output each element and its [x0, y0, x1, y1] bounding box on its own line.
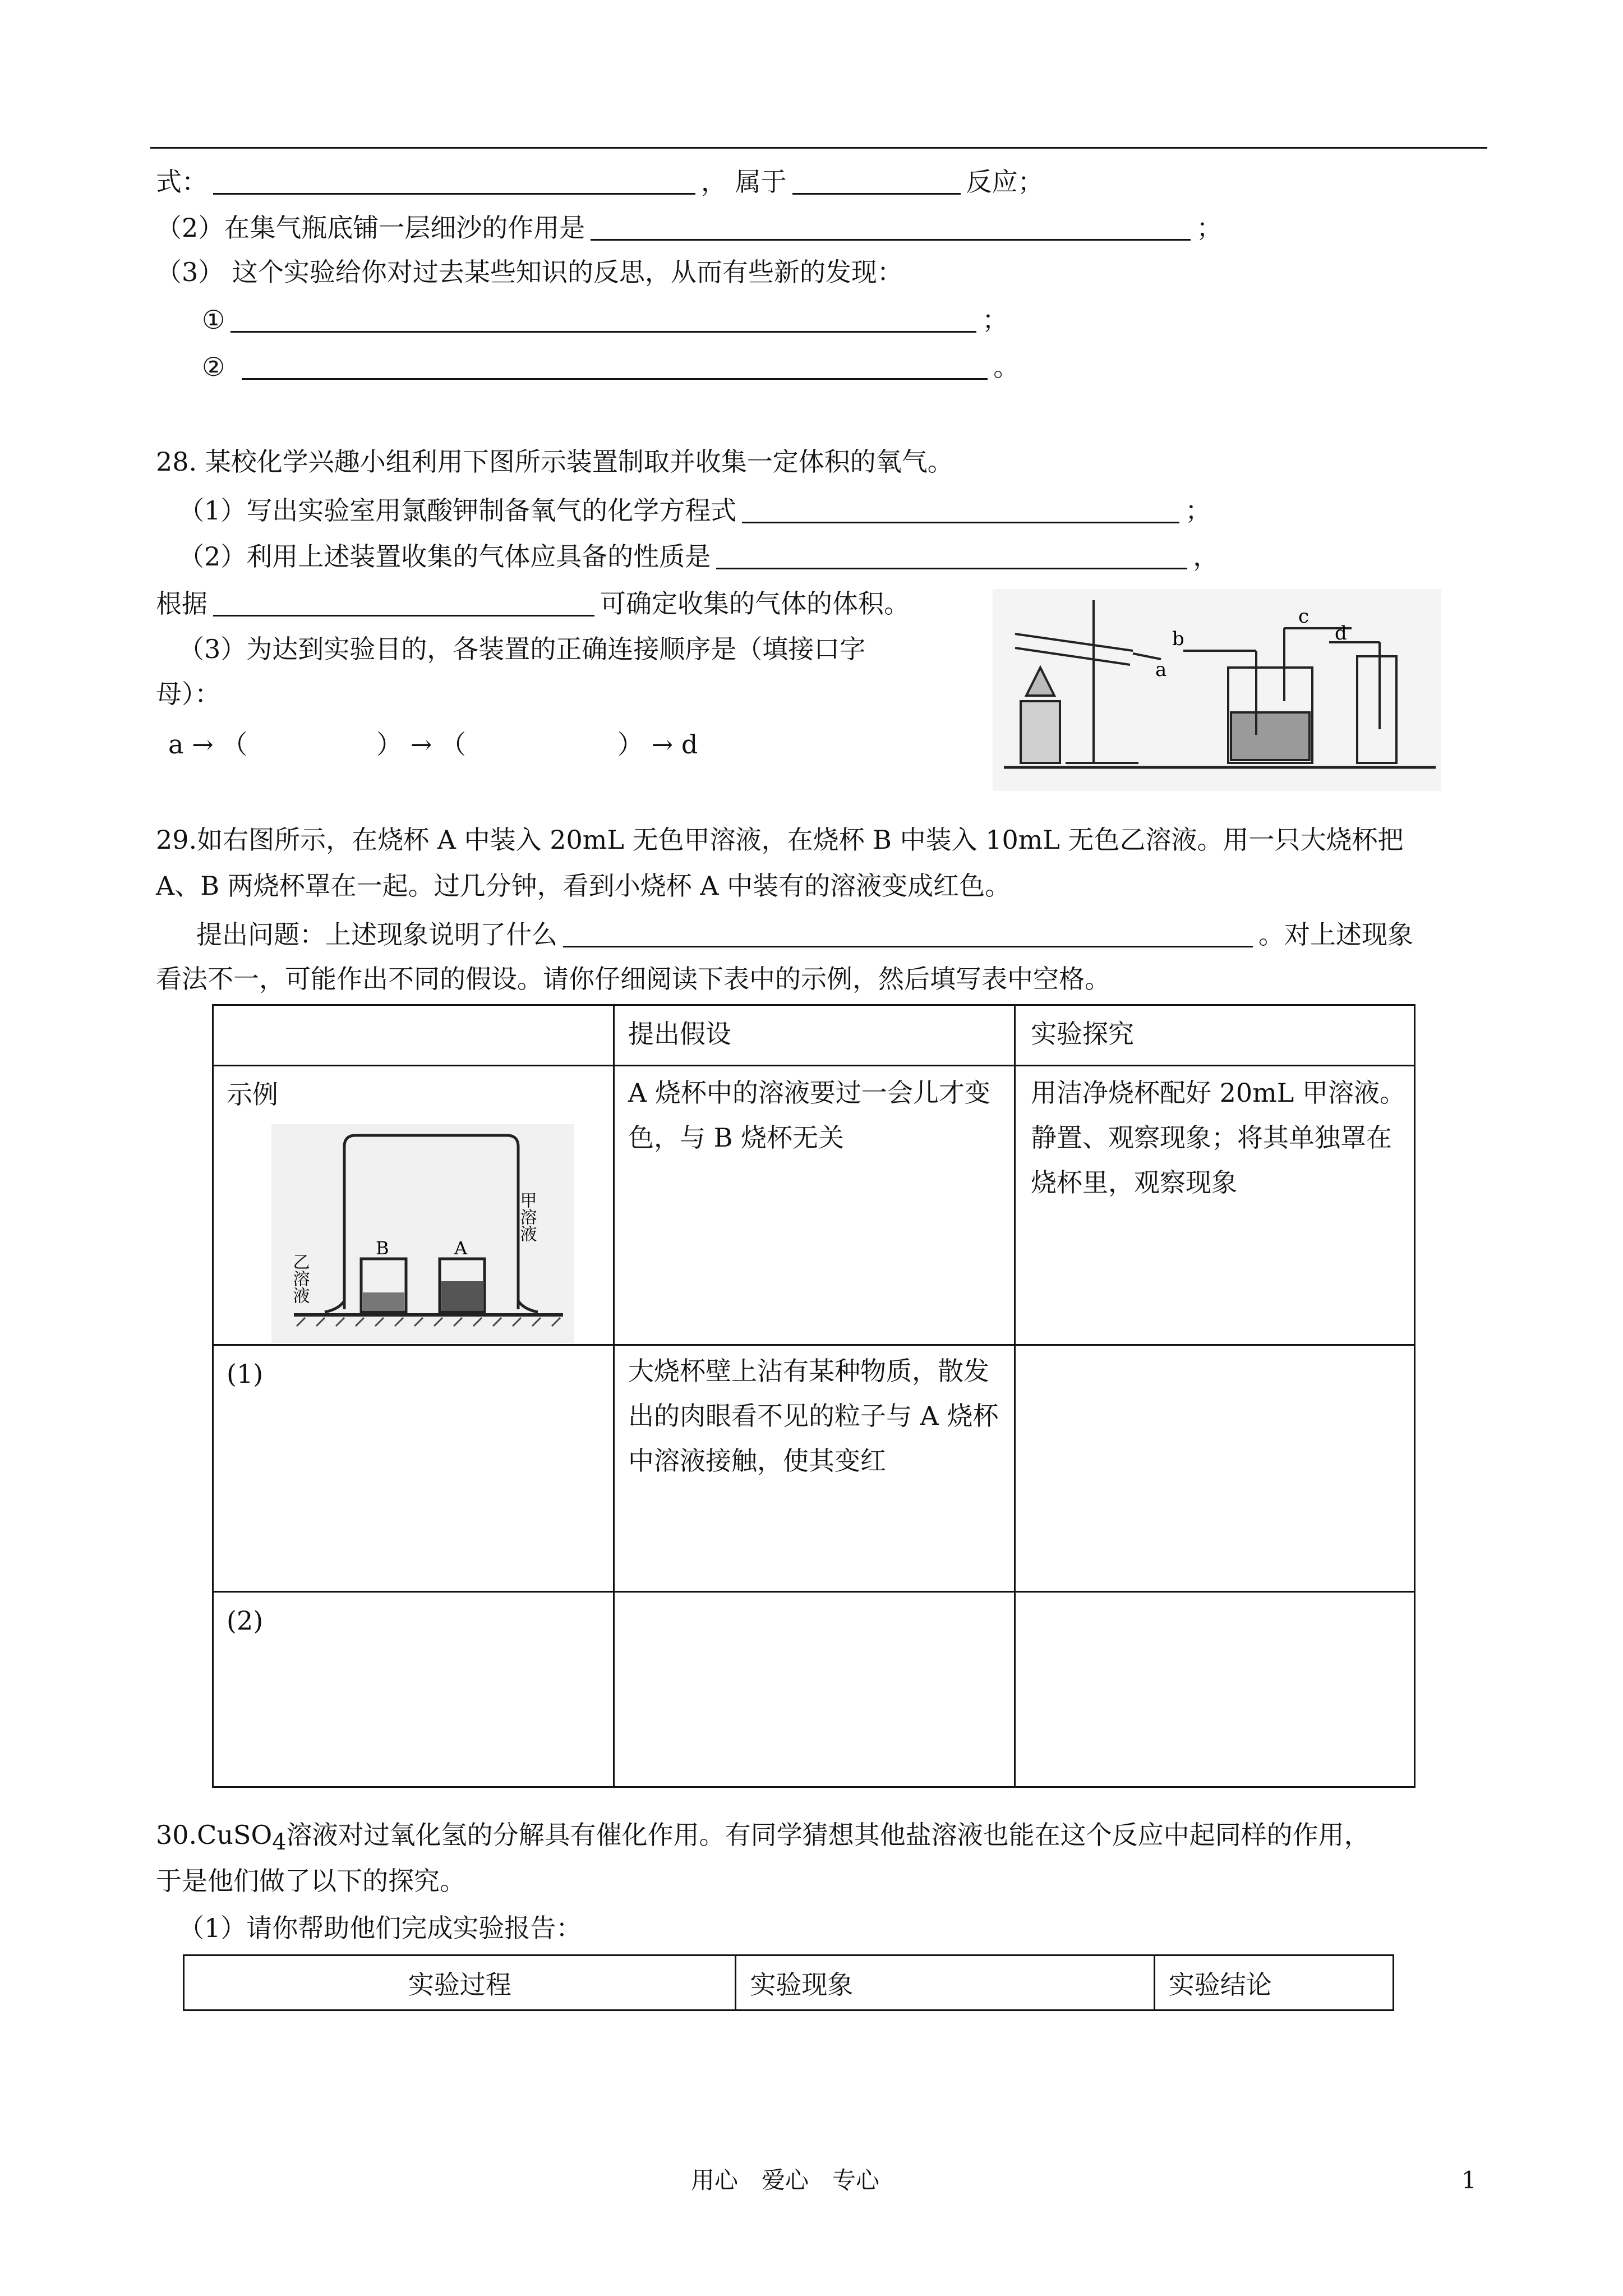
- q28-seq-paren-close-1: ）: [376, 729, 403, 760]
- q27-line2-end: ；: [1196, 213, 1223, 243]
- q28-seq-paren-close-2: ）: [617, 729, 644, 760]
- q29-fig-label-jia: 甲溶液: [517, 1191, 537, 1242]
- q28-p2-end: ，: [1193, 541, 1219, 572]
- q28-blank-property[interactable]: [716, 542, 1187, 569]
- q30-report-table: [183, 1954, 1394, 2011]
- q28-blank-equation[interactable]: [742, 496, 1179, 523]
- q27-line2: [156, 213, 1222, 241]
- q30-header-process: 实验过程: [184, 1955, 736, 2010]
- q29-header-hypothesis: 提出假设: [628, 1019, 731, 1049]
- q29-ask-end: 。对上述现象: [1258, 919, 1413, 950]
- footer-slogan: 用心 爱心 专心: [691, 2166, 880, 2194]
- q28-p2: [178, 541, 1219, 572]
- q28-seq-paren-open-2: （: [440, 729, 467, 760]
- q30-stem-2: 于是他们做了以下的探究。: [156, 1866, 465, 1896]
- q28-p1-text: （1）写出实验室用氯酸钾制备氧气的化学方程式: [178, 495, 737, 526]
- q28-p2-cont: [156, 588, 910, 619]
- q29-fig-label-B: B: [376, 1237, 389, 1259]
- q27-item2-end: 。: [993, 352, 1020, 382]
- q27-item1: [202, 305, 1008, 333]
- q30-stem-1-text: 溶液对过氧化氢的分解具有催化作用。有同学猜想其他盐溶液也能在这个反应中起同样的作用，: [286, 1820, 1370, 1850]
- q27-blank-reaction-type[interactable]: [792, 167, 961, 195]
- q29-header-experiment: 实验探究: [1031, 1019, 1134, 1049]
- q29-stem-2: A、B 两烧杯罩在一起。过几分钟，看到小烧杯 A 中装有的溶液变成红色。: [156, 871, 1011, 901]
- q29-row2-label-cell: [213, 1592, 614, 1787]
- q29-header-col1: [213, 1005, 614, 1066]
- q30-formula-cuso: 30.CuSO: [156, 1820, 273, 1850]
- q30-header-row: [184, 1955, 1394, 2010]
- q27-blank-sand[interactable]: [591, 213, 1191, 241]
- q27-line1-prefix: 式：: [156, 167, 208, 197]
- page-number: 1: [1461, 2166, 1477, 2194]
- q29-beaker-figure: [271, 1124, 574, 1343]
- q27-item1-end: ；: [982, 305, 1008, 335]
- q28-fig-label-c: c: [1298, 605, 1310, 628]
- q27-blank-item2[interactable]: [242, 352, 988, 380]
- q28-seq-arrow-1: →: [192, 729, 214, 760]
- q28-fig-label-a: a: [1155, 659, 1167, 681]
- q28-fig-label-d: d: [1335, 622, 1347, 645]
- q29-row1-label: (1): [227, 1359, 264, 1389]
- q28-seq-arrow-3: →: [651, 729, 674, 760]
- q27-line3: （3） 这个实验给你对过去某些知识的反思，从而有些新的发现：: [156, 257, 903, 287]
- q29-blank-explanation[interactable]: [563, 920, 1253, 947]
- q29-row1-exp-cell[interactable]: [1015, 1345, 1414, 1592]
- q29-ask-cont: 看法不一，可能作出不同的假设。请你仔细阅读下表中的示例，然后填写表中空格。: [156, 964, 1110, 994]
- q27-line2-text: （2）在集气瓶底铺一层细沙的作用是: [156, 213, 585, 243]
- q28-stem: 28. 某校化学兴趣小组利用下图所示装置制取并收集一定体积的氧气。: [156, 447, 953, 477]
- q27-item2: [202, 352, 1019, 380]
- q30-stem-1: [156, 1820, 1370, 1856]
- q28-p2-text: （2）利用上述装置收集的气体应具备的性质是: [178, 541, 711, 572]
- q27-line1-mid: ， 属于: [701, 167, 787, 197]
- q27-item1-marker: ①: [202, 305, 225, 335]
- q27-line1: [156, 167, 1044, 195]
- q28-seq-paren-open-1: （: [222, 729, 248, 760]
- q29-ask: [196, 919, 1413, 950]
- q28-seq-a: a: [168, 729, 184, 760]
- q28-apparatus-figure: [993, 589, 1441, 791]
- q30-p1: （1）请你帮助他们完成实验报告：: [178, 1913, 582, 1943]
- q29-example-label: 示例: [227, 1079, 278, 1110]
- header-rule: [150, 147, 1487, 149]
- q29-table-header-row: [213, 1005, 1415, 1066]
- q28-sequence: [168, 729, 698, 760]
- q29-row2: [213, 1592, 1415, 1787]
- q27-line1-suffix: 反应；: [966, 167, 1044, 197]
- q28-p1-end: ；: [1185, 495, 1211, 526]
- q29-row1-label-cell: [213, 1345, 614, 1592]
- q28-seq-arrow-2: →: [410, 729, 432, 760]
- q28-seq-d: d: [681, 729, 698, 760]
- q30-formula-sub: 4: [272, 1829, 287, 1856]
- q27-blank-item1[interactable]: [230, 305, 976, 333]
- q28-p3-cont: 母）：: [156, 679, 220, 709]
- q27-item2-marker: ②: [202, 352, 225, 382]
- q30-header-conclusion: 实验结论: [1154, 1955, 1393, 2010]
- q28-blank-volume[interactable]: [213, 589, 594, 616]
- q29-stem-1: 29.如右图所示，在烧杯 A 中装入 20mL 无色甲溶液，在烧杯 B 中装入 10mL 无色乙溶液。用一只大烧杯把: [156, 825, 1404, 855]
- q28-p2-cont-suffix: 可确定收集的气体的体积。: [600, 588, 910, 619]
- q28-fig-label-b: b: [1172, 628, 1184, 650]
- q29-fig-label-yi: 乙溶液: [289, 1253, 310, 1304]
- q28-p1: [178, 495, 1211, 526]
- q29-example-hypothesis: A 烧杯中的溶液要过一会儿才变色，与 B 烧杯无关: [628, 1078, 990, 1153]
- q29-fig-label-A: A: [454, 1237, 468, 1259]
- q29-row1-hypothesis: 大烧杯壁上沾有某种物质，散发出的肉眼看不见的粒子与 A 烧杯中溶液接触，使其变红: [628, 1356, 999, 1476]
- q29-row2-hyp-cell[interactable]: [614, 1592, 1015, 1787]
- q28-p3: （3）为达到实验目的，各装置的正确连接顺序是（填接口字: [178, 634, 866, 664]
- q29-example-experiment: 用洁净烧杯配好 20mL 甲溶液。静置、观察现象；将其单独罩在烧杯里，观察现象: [1031, 1078, 1405, 1198]
- q27-blank-equation[interactable]: [213, 167, 695, 195]
- q28-p2-cont-prefix: 根据: [156, 588, 208, 619]
- q30-header-phenomenon: 实验现象: [736, 1955, 1154, 2010]
- q29-row2-exp-cell[interactable]: [1015, 1592, 1414, 1787]
- q29-row2-label: (2): [227, 1605, 264, 1636]
- q29-ask-text: 提出问题：上述现象说明了什么: [196, 919, 557, 950]
